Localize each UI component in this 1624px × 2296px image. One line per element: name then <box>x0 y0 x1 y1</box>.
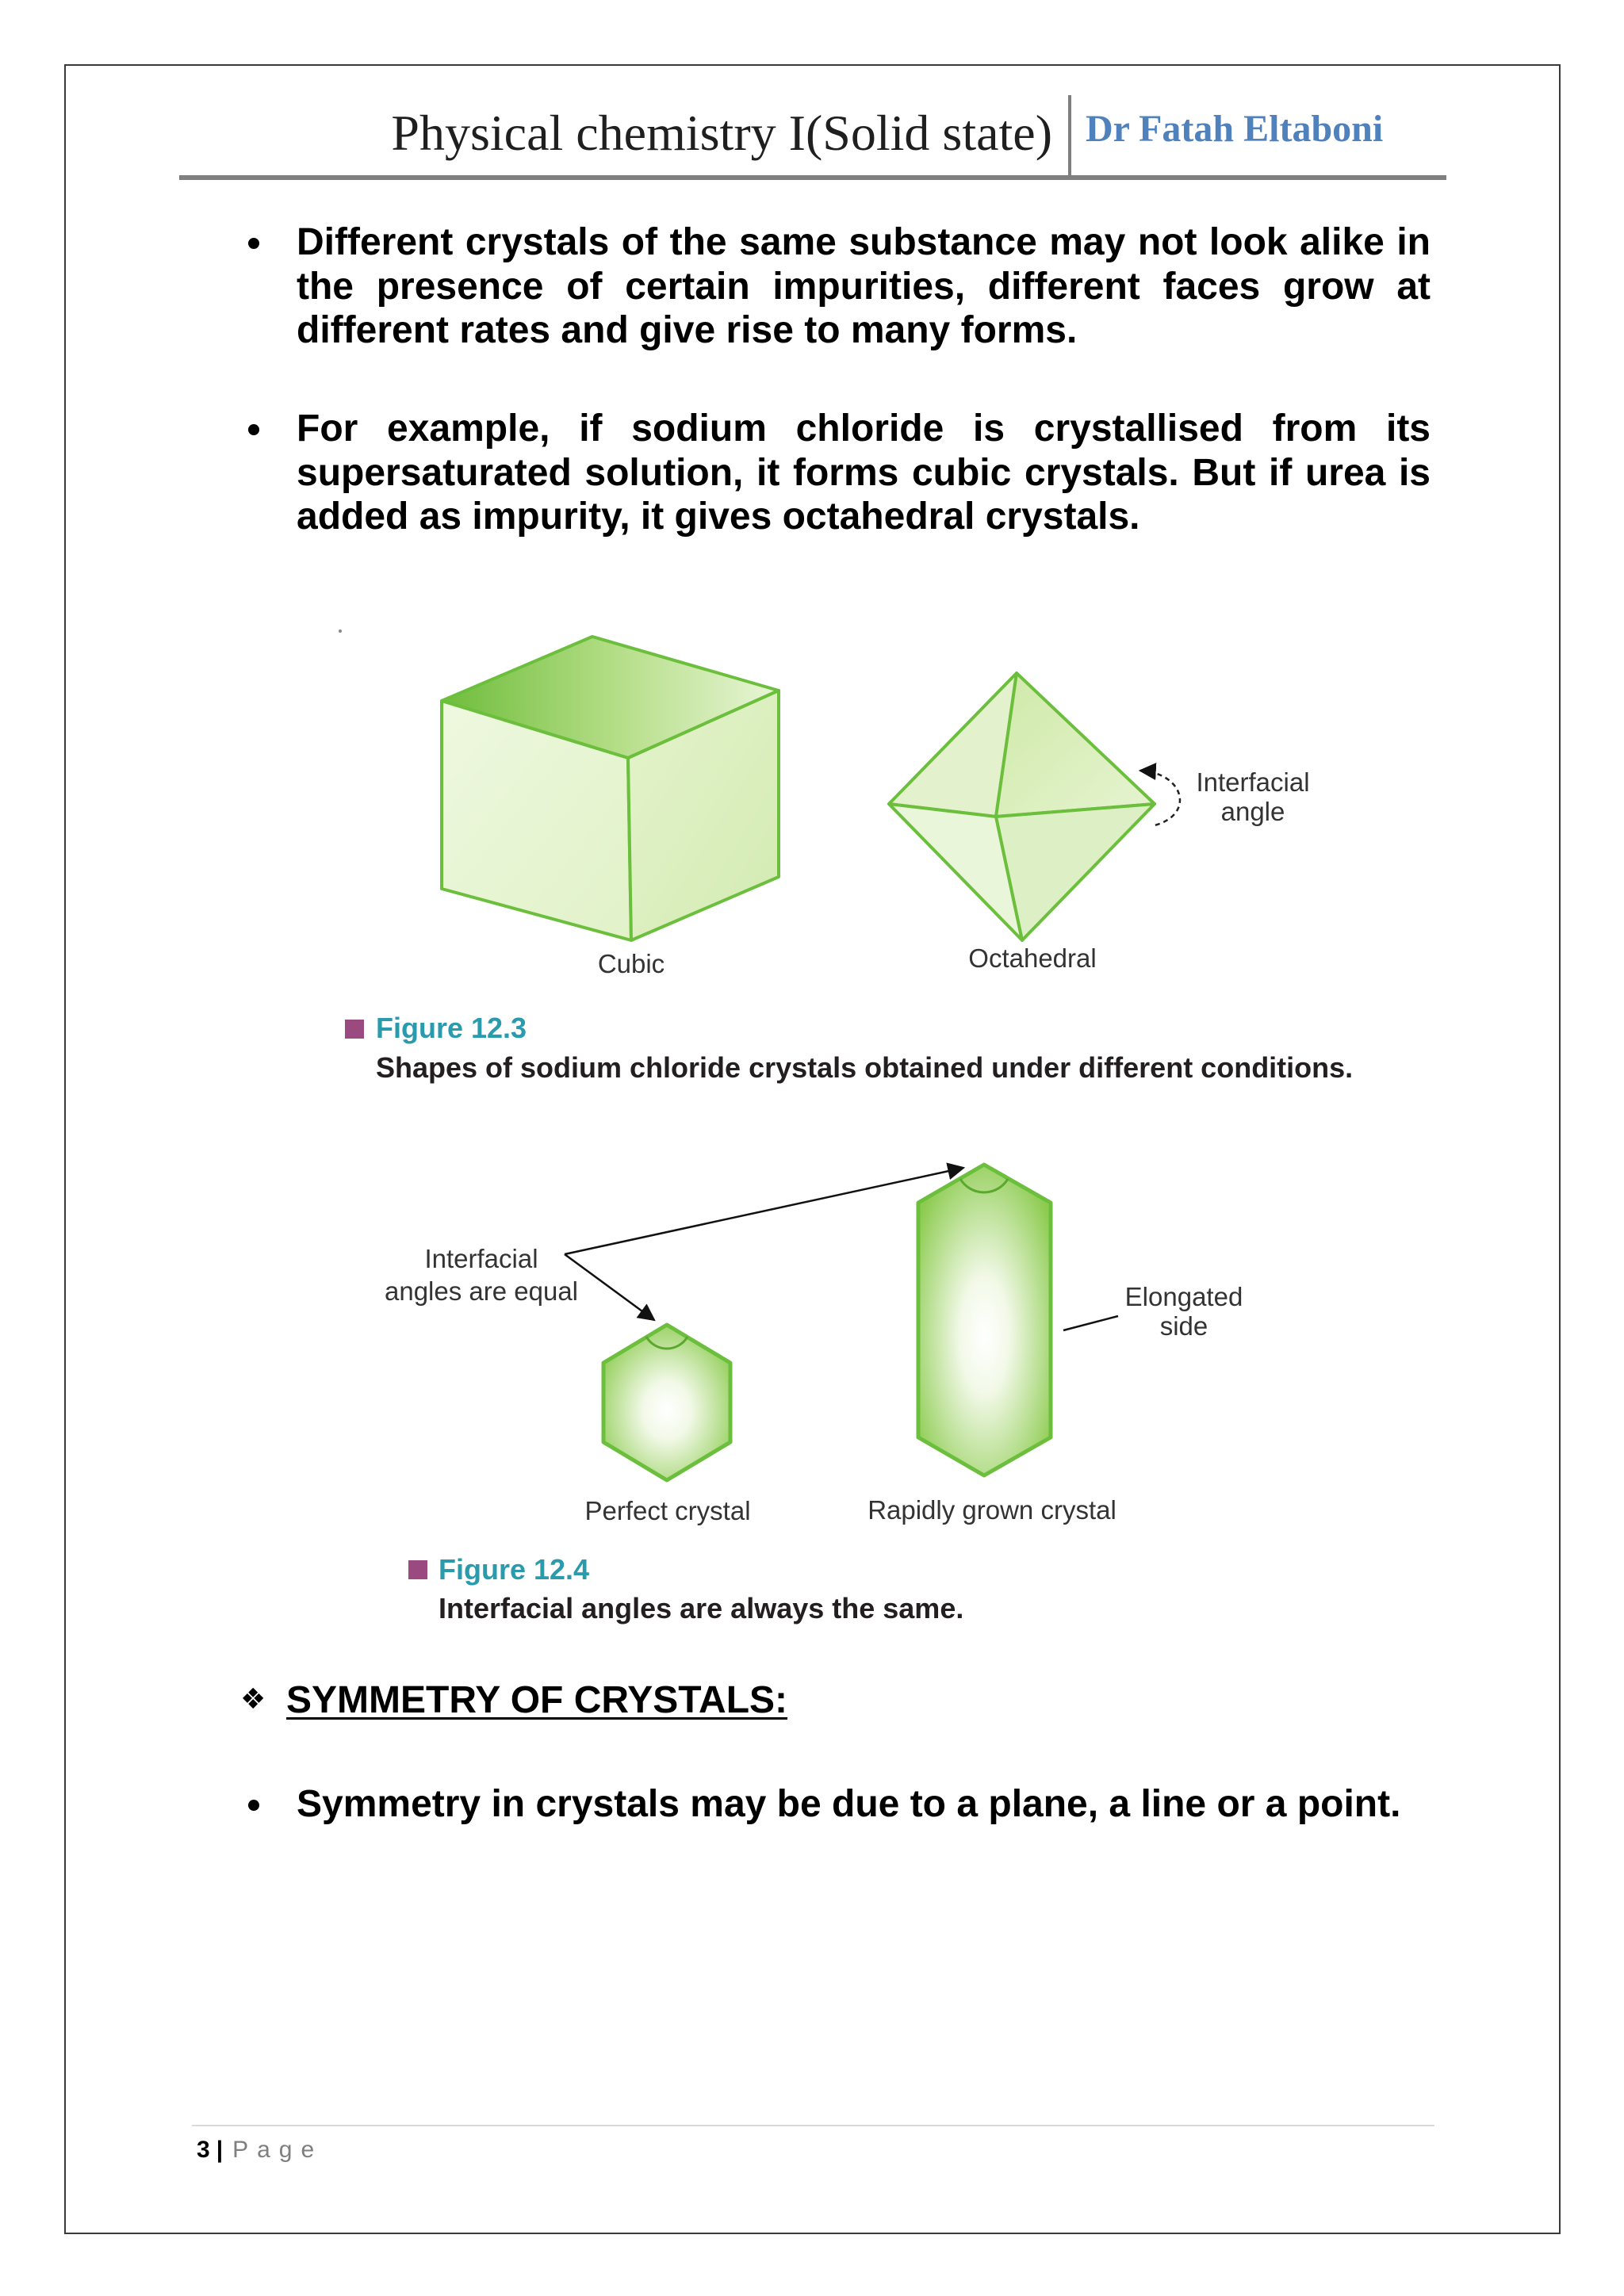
figure-marker-icon <box>345 1020 364 1039</box>
paragraph-line: Different crystals of the same substance may not look alike in <box>297 221 1431 263</box>
octahedron-face <box>996 673 1155 817</box>
paragraph-line: different rates and give rise to many forms. <box>297 309 1078 351</box>
header-divider <box>1068 95 1071 178</box>
paragraph-line: the presence of certain impurities, different faces grow at <box>297 265 1431 308</box>
stray-dot <box>339 629 342 633</box>
octahedral-label: Octahedral <box>968 943 1097 973</box>
section-marker-icon: ❖ <box>240 1683 266 1716</box>
header-rule <box>179 175 1446 180</box>
section-heading: SYMMETRY OF CRYSTALS: <box>286 1679 788 1721</box>
bullet-paragraph-example <box>297 407 1431 539</box>
pointer-arrow-to-elongated <box>565 1168 963 1254</box>
interfacial-angles-label-line1: Interfacial <box>424 1244 538 1273</box>
elongated-side-leader <box>1063 1316 1118 1330</box>
paragraph-line: Symmetry in crystals may be due to a plane, a line or a point. <box>297 1783 1401 1825</box>
header-author: Dr Fatah Eltaboni <box>1086 108 1384 150</box>
paragraph-line: For example, if sodium chloride is crystallised from its <box>297 408 1431 450</box>
interfacial-angle-label-line1: Interfacial <box>1196 767 1310 797</box>
bullet-icon <box>248 424 259 435</box>
bullet-paragraph-symmetry <box>297 1782 1431 1827</box>
octahedron-face <box>889 673 1017 817</box>
figure-12-3-caption: Shapes of sodium chloride crystals obtained under different conditions. <box>376 1051 1354 1084</box>
page-label: Page <box>232 2137 324 2163</box>
elongated-crystal-hexagon <box>918 1165 1051 1475</box>
bullet-paragraph-impurities <box>297 220 1431 353</box>
footer-rule <box>192 2125 1434 2126</box>
bullet-icon <box>248 1800 259 1811</box>
figure-12-4-number: Figure 12.4 <box>439 1553 590 1586</box>
footer-separator: | <box>216 2137 224 2163</box>
perfect-crystal-label: Perfect crystal <box>584 1496 751 1525</box>
figure-marker-icon <box>408 1560 427 1579</box>
octahedron-face <box>996 804 1155 940</box>
paragraph-line: supersaturated solution, it forms cubic crystals. But if urea is <box>297 451 1431 494</box>
octahedral-crystal-drawing <box>889 673 1155 940</box>
figure-12-3-number: Figure 12.3 <box>376 1012 527 1044</box>
figure-12-4-caption: Interfacial angles are always the same. <box>439 1592 964 1624</box>
header-title: Physical chemistry I(Solid state) <box>391 105 1052 161</box>
bullet-icon <box>248 238 259 249</box>
elongated-side-label-line1: Elongated <box>1124 1282 1243 1311</box>
elongated-side-label-line2: side <box>1159 1311 1208 1341</box>
interfacial-angle-label-line2: angle <box>1220 797 1285 826</box>
rapidly-grown-crystal-label: Rapidly grown crystal <box>868 1495 1116 1525</box>
cubic-label: Cubic <box>597 949 665 978</box>
page-number: 3 <box>197 2137 210 2163</box>
page-footer <box>197 2135 323 2165</box>
paragraph-line: added as impurity, it gives octahedral crystals. <box>297 496 1140 538</box>
cubic-crystal-drawing <box>442 637 779 940</box>
interfacial-angles-label-line2: angles are equal <box>384 1276 579 1306</box>
